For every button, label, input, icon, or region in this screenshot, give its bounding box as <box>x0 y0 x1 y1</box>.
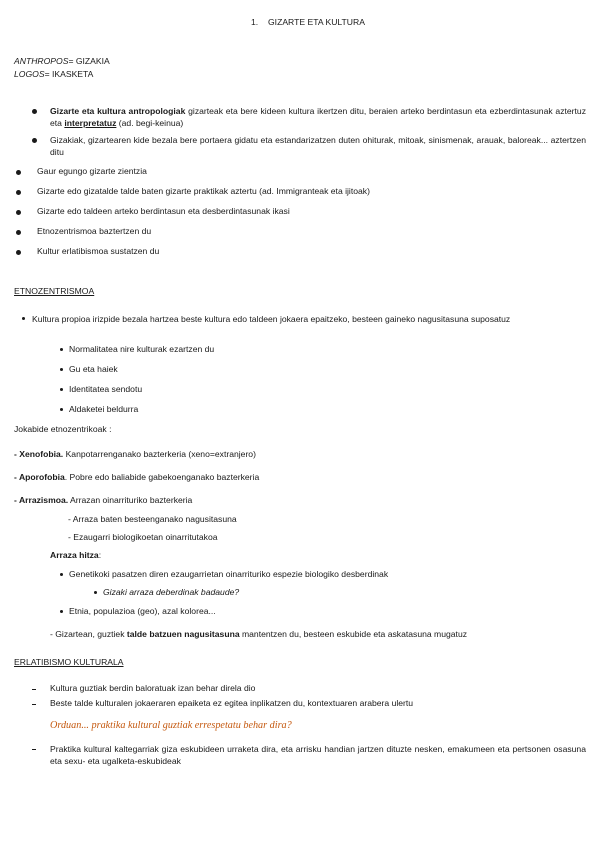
arraza-hitza-bullet-1: Genetikoki pasatzen diren ezaugarrietan oinarrituriko espezie biologiko desberdinak <box>69 569 389 579</box>
bullet-dot <box>16 210 21 215</box>
gizartean-text: - Gizartean, guztiek <box>50 629 127 639</box>
etno-definition: Kultura propioa irizpide bezala hartzea beste kultura edo taldeen jokaera epaitzeko, besteen gaineko nagusitasuna suposatuz <box>32 314 511 324</box>
bullet-dot <box>94 591 97 594</box>
etymology-meaning: = IKASKETA <box>44 69 94 79</box>
intro-bullet-6: Etnozentrismoa baztertzen du <box>37 226 152 236</box>
etno-sub-item-3: Identitatea sendotu <box>69 384 143 394</box>
page-title: GIZARTE ETA KULTURA <box>268 17 365 27</box>
bullet-dot <box>16 190 21 195</box>
etymology-meaning: = GIZAKIA <box>68 56 110 66</box>
bold-phrase: Gizarte eta kultura antropologiak <box>50 106 186 116</box>
bullet-text: gizarteak eta bere kideen kultura ikertzen ditu, beraien arteko berdintasun eta ezberdintasunak aztertuz eta <box>50 106 586 128</box>
arraza-hitza-label <box>50 550 101 561</box>
bullet-dot <box>16 230 21 235</box>
term-label: Arrazismoa. <box>18 495 69 505</box>
term-text: Kanpotarrenganako bazterkeria (xeno=extranjero) <box>63 449 256 459</box>
erlatibismo-item-3: Praktika kultural kaltegarriak giza eskubideen urraketa dira, eta arrisku handian jartzen dituzte nesken, emakumeen eta pertsonen osasuna eta sexu- eta ugalketa-eskubideak <box>50 744 586 766</box>
bullet-dot <box>60 348 63 351</box>
etymology-term: LOGOS <box>14 69 45 79</box>
heading-number: 1. <box>251 17 259 27</box>
intro-bullet-7: Kultur erlatibismoa sustatzen du <box>37 246 160 256</box>
dash-prefix: - <box>14 472 19 482</box>
bullet-dot <box>32 138 37 143</box>
jokabide-label: Jokabide etnozentrikoak : <box>14 424 112 434</box>
xenofobia-item <box>14 449 256 460</box>
arrazismoa-item <box>14 495 192 506</box>
etno-sub-item-1: Normalitatea nire kulturak ezartzen du <box>69 344 215 354</box>
term-text: Arrazan oinarrituriko bazterkeria <box>68 495 193 505</box>
bullet-dot <box>60 408 63 411</box>
section-heading-erlatibismo: ERLATIBISMO KULTURALA <box>14 657 124 667</box>
etymology-term: ANTHROPOS <box>14 56 69 66</box>
arrazismoa-sub-2: - Ezaugarri biologikoetan oinarritutakoa <box>68 532 218 542</box>
bullet-dot <box>60 573 63 576</box>
aporofobia-item <box>14 472 259 483</box>
dash-marker <box>32 704 36 705</box>
intro-bullet-3: Gaur egungo gizarte zientzia <box>37 166 147 176</box>
bullet-dot <box>32 109 37 114</box>
bullet-dot <box>60 610 63 613</box>
term-label: Xenofobia. <box>19 449 64 459</box>
bold-phrase: talde batzuen nagusitasuna <box>126 629 240 639</box>
etymology-logos <box>14 69 93 80</box>
bullet-dot <box>16 250 21 255</box>
term-label: Aporofobia <box>18 472 65 482</box>
erlatibismo-item-1: Kultura guztiak berdin baloratuak izan behar direla dio <box>50 683 256 693</box>
dash-prefix: - <box>14 495 19 505</box>
arraza-hitza-term: Arraza hitza <box>50 550 99 560</box>
intro-bullet-2: Gizakiak, gizartearen kide bezala bere portaera gidatu eta estandarizatzen duten ohiturak, mitoak, sinismenak, arauak, baloreak... aztertzen ditu <box>50 135 586 157</box>
erlatibismo-item-2: Beste talde kulturalen jokaeraren epaiketa ez egitea inplikatzen du, kontextuaren arabera ulertu <box>50 698 414 708</box>
dash-prefix: - <box>14 449 20 459</box>
bullet-dot <box>60 388 63 391</box>
bullet-text: (ad. begi-keinua) <box>116 118 184 128</box>
intro-bullet-5: Gizarte edo taldeen arteko berdintasun eta desberdintasunak ikasi <box>37 206 290 216</box>
bullet-dot <box>22 317 25 320</box>
section-heading-etnozentrismoa: ETNOZENTRISMOA <box>14 286 95 296</box>
intro-bullet-4: Gizarte edo gizatalde talde baten gizarte praktikak aztertu (ad. Immigranteak eta ijitoak) <box>37 186 370 196</box>
etno-sub-item-2: Gu eta haiek <box>69 364 118 374</box>
gizartean-text: mantentzen du, besteen eskubide eta askatasuna mugatuz <box>239 629 468 639</box>
arrazismoa-sub-1: - Arraza baten besteenganako nagusitasuna <box>68 514 237 524</box>
intro-bullet-1 <box>50 105 586 129</box>
arraza-hitza-colon: : <box>98 550 102 560</box>
arraza-hitza-bullet-2: Etnia, populazioa (geo), azal kolorea... <box>69 606 216 616</box>
bullet-dot <box>16 170 21 175</box>
etno-sub-item-4: Aldaketei beldurra <box>69 404 139 414</box>
arraza-question: Gizaki arraza deberdinak badaude? <box>103 587 240 597</box>
etymology-anthropos <box>14 56 110 67</box>
erlatibismo-question: Orduan... praktika kultural guztiak errespetatu behar dira? <box>50 720 292 731</box>
term-text: . Pobre edo baliabide gabekoenganako bazterkeria <box>64 472 260 482</box>
dash-marker <box>32 749 36 750</box>
dash-marker <box>32 689 36 690</box>
underlined-term: interpretatuz <box>64 118 117 128</box>
bullet-dot <box>60 368 63 371</box>
gizartean-line <box>50 629 467 640</box>
